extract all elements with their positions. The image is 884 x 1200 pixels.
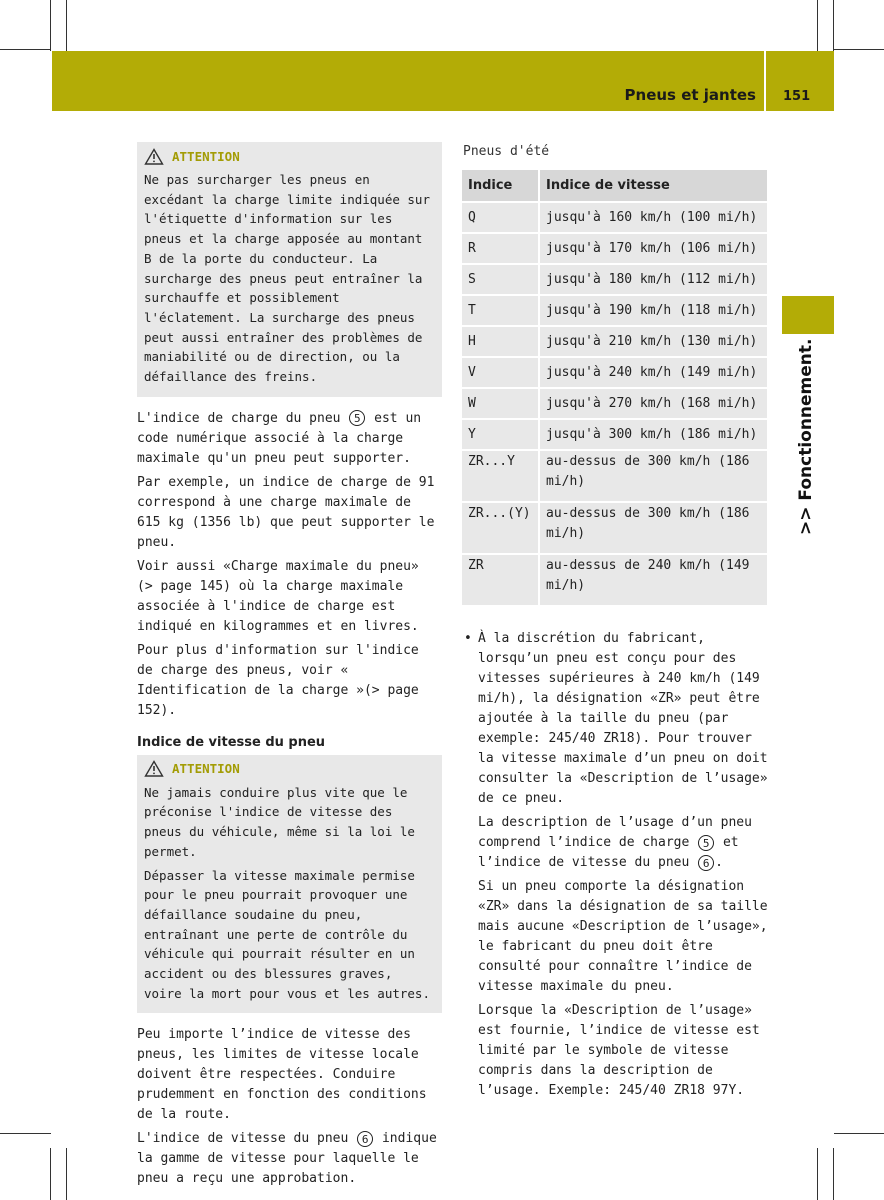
crop-mark xyxy=(0,1133,51,1134)
crop-mark xyxy=(833,0,834,51)
warning-text: Ne jamais conduire plus vite que le préconise l'indice de vitesse des pneus du véhicule, même si la loi le permet. xyxy=(144,784,415,859)
left-column xyxy=(137,142,442,1193)
crop-mark xyxy=(834,1133,884,1134)
bullet-item xyxy=(462,629,768,1101)
warning-box xyxy=(137,142,442,397)
table-cell: jusqu'à 270 km/h (168 mi/h) xyxy=(540,389,767,420)
table-cell: jusqu'à 240 km/h (149 mi/h) xyxy=(540,358,767,389)
warning-header xyxy=(144,759,434,779)
speed-index-table xyxy=(462,170,767,607)
table-row xyxy=(462,327,767,358)
side-tab xyxy=(782,296,834,334)
paragraph xyxy=(137,409,442,469)
table-row xyxy=(462,555,767,607)
table-cell: H xyxy=(462,327,540,358)
crop-mark xyxy=(66,0,67,51)
table-cell: Y xyxy=(462,420,540,451)
paragraph: Lorsque la «Description de l’usage» est fournie, l’indice de vitesse est limité par le symbole de vitesse compris dans la description de l’usage. Exemple: 245/40 ZR18 97Y. xyxy=(478,1003,760,1098)
crop-mark xyxy=(50,1148,51,1200)
table-row xyxy=(462,203,767,234)
table-cell: au-dessus de 240 km/h (149 mi/h) xyxy=(540,555,767,607)
warning-text: Dépasser la vitesse maximale permise pour le pneu pourrait provoquer une défaillance soudaine du pneu, entraînant une perte de contrôle du véhicule qui pourrait résulter en un accident ou des blessures graves, voire la mort pour vous et les autres. xyxy=(144,867,430,1001)
table-row xyxy=(462,503,767,555)
callout-number: 5 xyxy=(349,410,365,426)
right-column xyxy=(462,142,768,1105)
table-cell: jusqu'à 210 km/h (130 mi/h) xyxy=(540,327,767,358)
crop-mark xyxy=(817,1148,818,1200)
page-title: Pneus et jantes xyxy=(624,86,756,104)
table-header-row xyxy=(462,170,767,203)
crop-mark xyxy=(817,0,818,51)
text: L'indice de vitesse du pneu xyxy=(137,1131,349,1147)
table-caption: Pneus d'été xyxy=(463,144,550,159)
text: est un code numérique associé à la charge maximale qu'un pneu peut supporter. xyxy=(137,410,422,466)
text: . xyxy=(715,855,723,870)
table-cell: au-dessus de 300 km/h (186 mi/h) xyxy=(540,503,767,555)
paragraph: Par exemple, un indice de charge de 91 correspond à une charge maximale de 615 kg (1356 lb) que peut supporter le pneu. xyxy=(137,474,435,550)
crop-mark xyxy=(50,0,51,51)
table-cell: ZR...Y xyxy=(462,451,540,503)
header-separator xyxy=(764,51,766,111)
warning-box xyxy=(137,755,442,1014)
column-header: Indice de vitesse xyxy=(540,170,767,203)
crop-mark xyxy=(0,49,51,50)
table-cell: jusqu'à 160 km/h (100 mi/h) xyxy=(540,203,767,234)
table-cell: ZR xyxy=(462,555,540,607)
page-number: 151 xyxy=(783,89,811,104)
warning-triangle-icon xyxy=(144,760,164,777)
paragraph: Peu importe l’indice de vitesse des pneus, les limites de vitesse locale doivent être respectées. Conduire prudemment en fonction des conditions de la route. xyxy=(137,1027,427,1123)
table-row xyxy=(462,389,767,420)
table-cell: S xyxy=(462,265,540,296)
text: et l’indice de vitesse du pneu xyxy=(478,835,739,870)
table-cell: ZR...(Y) xyxy=(462,503,540,555)
paragraph: À la discrétion du fabricant, lorsqu’un pneu est conçu pour des vitesses supérieures à 240 km/h (149 mi/h), la désignation «ZR» peut être ajoutée à la taille du pneu (par exemple: 245/40 ZR18). Pour trouver la vitesse maximale d’un pneu on doit consulter la «Description de l’usage» de ce pneu. xyxy=(478,631,768,806)
table-cell: jusqu'à 190 km/h (118 mi/h) xyxy=(540,296,767,327)
callout-number: 6 xyxy=(698,855,714,871)
table-row xyxy=(462,358,767,389)
table-row xyxy=(462,296,767,327)
warning-text: Ne pas surcharger les pneus en excédant la charge limite indiquée sur l'étiquette d'information sur les pneus et la charge apposée au montant B de la porte du conducteur. La surcharge des pneus peut entraîner la surchauffe et possiblement l'éclatement. La surcharge des pneus peut aussi entraîner des problèmes de maniabilité ou de direction, ou la défaillance des freins. xyxy=(144,172,430,385)
table-row xyxy=(462,451,767,503)
paragraph: Pour plus d'information sur l'indice de charge des pneus, voir « Identification de la charge »(> page 152). xyxy=(137,642,419,718)
side-tab-label: >> Fonctionnement. xyxy=(796,338,816,535)
warning-header xyxy=(144,146,434,166)
text: L'indice de charge du pneu xyxy=(137,410,341,426)
table-cell: T xyxy=(462,296,540,327)
callout-number: 5 xyxy=(698,835,714,851)
table-row xyxy=(462,265,767,296)
column-header: Indice xyxy=(462,170,540,203)
text: La description de l’usage d’un pneu comprend l’indice de charge xyxy=(478,815,752,850)
warning-triangle-icon xyxy=(144,148,164,165)
warning-title: ATTENTION xyxy=(172,148,240,164)
section-heading: Indice de vitesse du pneu xyxy=(137,734,326,750)
table-cell: W xyxy=(462,389,540,420)
paragraph xyxy=(137,1129,442,1189)
table-row xyxy=(462,420,767,451)
bullet-marker: • xyxy=(464,631,472,646)
table-cell: jusqu'à 170 km/h (106 mi/h) xyxy=(540,234,767,265)
table-row xyxy=(462,234,767,265)
warning-title: ATTENTION xyxy=(172,761,240,777)
crop-mark xyxy=(834,49,884,50)
table-cell: jusqu'à 180 km/h (112 mi/h) xyxy=(540,265,767,296)
crop-mark xyxy=(66,1148,67,1200)
table-cell: Q xyxy=(462,203,540,234)
table-cell: R xyxy=(462,234,540,265)
paragraph: Voir aussi «Charge maximale du pneu» (> page 145) où la charge maximale associée à l'indice de charge est indiqué en kilogrammes et en livres. xyxy=(137,558,419,634)
table-cell: au-dessus de 300 km/h (186 mi/h) xyxy=(540,451,767,503)
table-cell: V xyxy=(462,358,540,389)
crop-mark xyxy=(833,1148,834,1200)
text: indique la gamme de vitesse pour laquelle le pneu a reçu une approbation. xyxy=(137,1131,437,1187)
callout-number: 6 xyxy=(357,1131,373,1147)
paragraph: Si un pneu comporte la désignation «ZR» dans la désignation de sa taille mais aucune «Description de l’usage», le fabricant du pneu doit être consulté pour connaître l’indice de vitesse maximale du pneu. xyxy=(478,879,768,994)
table-cell: jusqu'à 300 km/h (186 mi/h) xyxy=(540,420,767,451)
paragraph xyxy=(478,813,768,873)
